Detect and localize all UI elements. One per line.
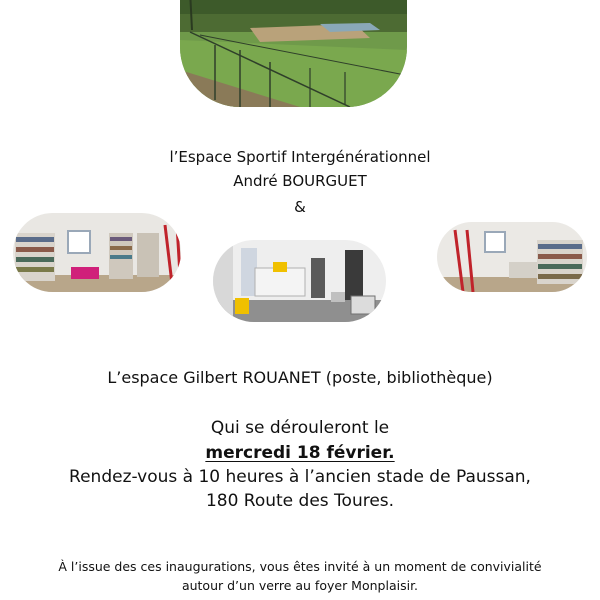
sports-space-title-line-1: l’Espace Sportif Intergénérationnel bbox=[169, 148, 431, 166]
post-office-photo bbox=[213, 240, 386, 322]
gilbert-space-line: L’espace Gilbert ROUANET (poste, bibliothèque) bbox=[107, 368, 493, 387]
footer-line-2: autour d’un verre au foyer Monplaisir. bbox=[181, 578, 419, 593]
library-left-photo bbox=[13, 213, 181, 292]
ampersand: & bbox=[294, 198, 306, 216]
footer-line-1: À l’issue des ces inaugurations, vous êtes invité à un moment de convivialité bbox=[58, 559, 542, 574]
library-right-photo bbox=[437, 222, 587, 292]
event-intro: Qui se dérouleront le bbox=[210, 418, 390, 438]
rendezvous-line: Rendez-vous à 10 heures à l’ancien stade de Paussan, bbox=[69, 467, 531, 487]
address-line: 180 Route des Toures. bbox=[205, 491, 395, 511]
event-date bbox=[0, 443, 600, 463]
sports-space-title-line-2: André BOURGUET bbox=[233, 172, 367, 190]
event-date-text: mercredi 18 février. bbox=[205, 443, 395, 463]
sports-field-photo bbox=[180, 0, 407, 107]
